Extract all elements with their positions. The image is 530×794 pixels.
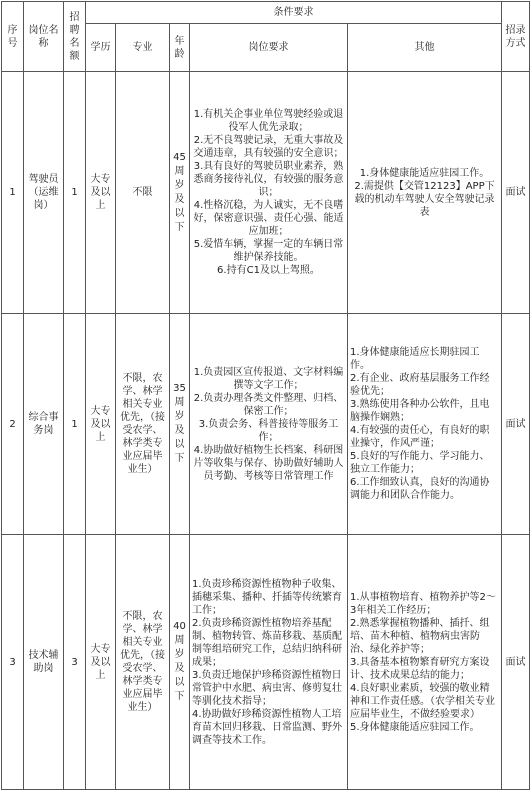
- other-line: 1.身体健康能适应长期驻园工作。: [350, 347, 480, 371]
- header-age: 年龄: [170, 24, 190, 72]
- cell-post-name: 技术辅助岗: [24, 535, 64, 790]
- cell-education: 大专及以上: [86, 535, 116, 790]
- header-post-name: 岗位名称: [24, 2, 64, 72]
- cell-method: 面试: [502, 314, 530, 535]
- cell-post-req: [190, 535, 348, 790]
- req-line: 3.负责迁地保护珍稀资源性植物日常管护中水肥、病虫害、修剪复壮等驯化技术指导；: [192, 669, 342, 707]
- cell-other: [348, 72, 502, 314]
- other-line: 4.有较强的责任心，有良好的职业操守，作风严谨；: [350, 425, 490, 449]
- req-line: 3.具有良好的驾驶员职业素养，熟悉商务接待礼仪，有较强的服务意识；: [193, 161, 344, 198]
- header-method: 招录方式: [502, 2, 530, 72]
- req-line: 4.协助做好珍稀资源性植物人工培育苗木回归移栽、日常监测、野外调查等技术工作。: [192, 708, 342, 746]
- req-line: 2.负责珍稀资源性植物培养基配制、植物转管、炼苗移栽、基质配制等组培研究工作，总结归纳科研成果；: [192, 617, 342, 668]
- req-line: 1.负责园区宣传报道、文字材料编撰等文字工作；: [193, 366, 344, 391]
- cell-post-name: 驾驶员（运维岗）: [24, 72, 64, 314]
- table-row: [2, 72, 530, 314]
- other-line: 2.有企业、政府基层服务工作经验优先；: [350, 373, 490, 397]
- table-row: [2, 314, 530, 535]
- header-quota: 招聘名额: [64, 2, 86, 72]
- cell-post-name: 综合事务岗: [24, 314, 64, 535]
- req-line: 1.负责珍稀资源性植物种子收集、插穗采集、播种、扦插等传统繁育工作；: [192, 578, 342, 616]
- header-other: 其他: [348, 24, 502, 72]
- cell-quota: 1: [64, 72, 86, 314]
- cell-seq: 3: [2, 535, 24, 790]
- header-row-1: [2, 2, 530, 24]
- cell-age: 45周岁及以下: [170, 72, 190, 314]
- header-education: 学历: [86, 24, 116, 72]
- other-line: 6.工作细致认真，良好的沟通协调能力和团队合作能力。: [350, 477, 490, 501]
- req-line: 6.持有C1及以上驾照。: [217, 265, 320, 276]
- other-line: 4.良好职业素质，较强的敬业精神和工作责任感。（农学相关专业应届毕业生，不做经验要求）: [350, 682, 495, 720]
- cell-quota: 1: [64, 314, 86, 535]
- other-line: 1.身体健康能适应驻园工作。: [359, 167, 490, 179]
- cell-post-req: [190, 314, 348, 535]
- req-line: 2.负责办理各类文件整理、归档、保密工作；: [193, 392, 344, 417]
- req-line: 5.爱惜车辆，掌握一定的车辆日常维护保养技能。: [193, 239, 344, 263]
- cell-major: 不限，农学、林学相关专业优先，（接受农学、林学类专业应届毕业生）: [116, 535, 170, 790]
- cell-age: 40周岁及以下: [170, 535, 190, 790]
- req-line: 4.协助做好植物生长档案、科研图片等收集与保存、协助做好辅助人员考勤、考核等日常管理工作: [193, 444, 344, 482]
- req-line: 2.无不良驾驶记录，无重大事故及交通违章，具有较强的安全意识；: [193, 135, 344, 159]
- req-line: 3.负责会务、科普接待等服务工作；: [198, 418, 339, 443]
- cell-education: 大专及以上: [86, 72, 116, 314]
- cell-major: 不限，农学、林学相关专业优先，（接受农学、林学类专业应届毕业生）: [116, 314, 170, 535]
- cell-post-req: [190, 72, 348, 314]
- cell-major: 不限: [116, 72, 170, 314]
- header-seq: 序号: [2, 2, 24, 72]
- cell-quota: 3: [64, 535, 86, 790]
- cell-seq: 1: [2, 72, 24, 314]
- other-line: 1.从事植物培育、植物养护等2～3年相关工作经历；: [350, 591, 496, 616]
- other-line: 3.具备基本植物繁育研究方案设计、技术成果总结的能力；: [350, 656, 490, 681]
- cell-method: 面试: [502, 535, 530, 790]
- req-line: 4.性格沉稳，为人诚实，无不良嗜好，保密意识强、责任心强、能适应加班；: [193, 200, 344, 237]
- cell-other: [348, 314, 502, 535]
- other-line: 2.熟悉掌握植物播种、插扦、组培、苗木种植、植物病虫害防治、绿化养护等；: [350, 617, 490, 655]
- cell-method: 面试: [502, 72, 530, 314]
- req-line: 1.有机关企事业单位驾驶经验或退役军人优先录取；: [193, 109, 344, 133]
- header-major: 专业: [116, 24, 170, 72]
- cell-other: [348, 535, 502, 790]
- other-line: 2.需提供【交管12123】APP下载的机动车驾驶人安全驾驶记录表: [354, 180, 495, 218]
- other-line: 5.身体健康能适应驻园工作。: [350, 721, 480, 733]
- cell-seq: 2: [2, 314, 24, 535]
- header-post-req: 岗位要求: [190, 24, 348, 72]
- other-line: 5.良好的写作能力、学习能力、独立工作能力；: [350, 451, 490, 475]
- header-conditions: 条件要求: [86, 2, 502, 24]
- recruitment-table: [1, 1, 530, 790]
- other-line: 3.熟练使用各种办公软件，且电脑操作娴熟；: [350, 399, 490, 423]
- table-row: [2, 535, 530, 790]
- cell-age: 35周岁及以下: [170, 314, 190, 535]
- cell-education: 大专及以上: [86, 314, 116, 535]
